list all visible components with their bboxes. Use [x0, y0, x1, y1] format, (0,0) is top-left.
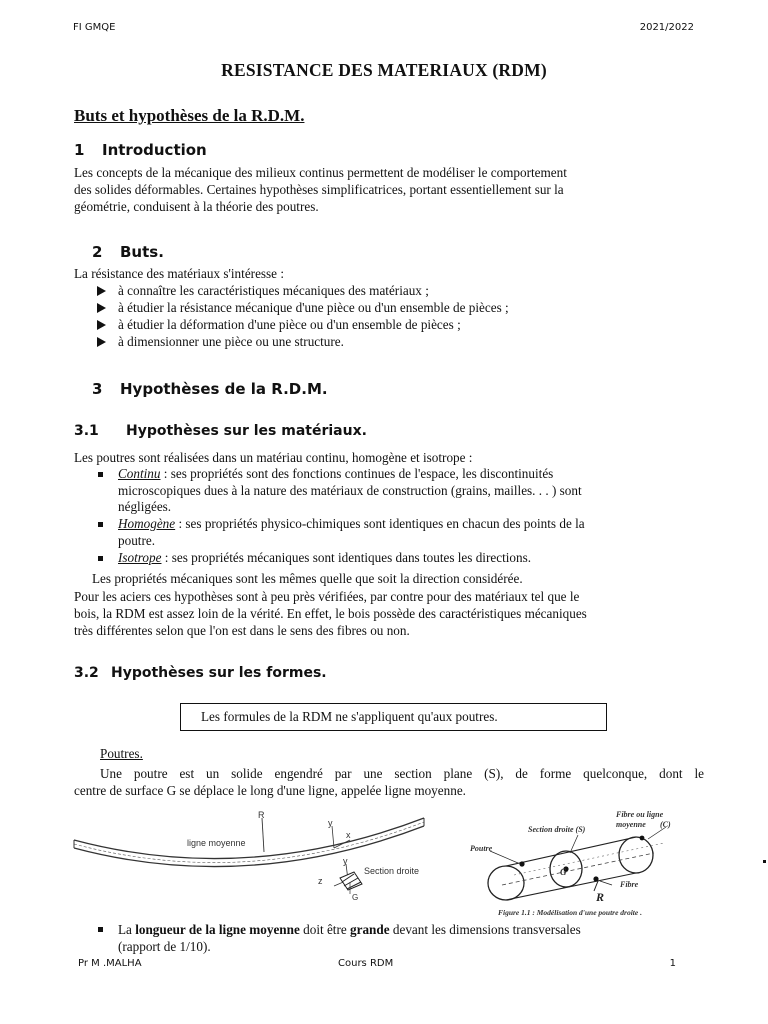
beam-figure-left [72, 808, 432, 918]
label-z: z [318, 876, 323, 886]
poutres-definition [74, 765, 704, 799]
footer-left: Pr M .MALHA [78, 958, 142, 969]
label-section-droite: Section droite [364, 866, 420, 876]
list-item-homogene: Homogène : ses propriétés physico-chimiques sont identiques en chacun des points de la poutre. [94, 516, 684, 549]
rdm-formula-text: Les formules de la RDM ne s'appliquent qu'aux poutres. [201, 709, 498, 724]
section-3-1-after: Les propriétés mécaniques sont les mêmes quelle que soit la direction considérée. [92, 571, 523, 586]
section-3-1-heading [74, 423, 367, 439]
text-line: très différentes selon que l'on est dans le sens des fibres ou non. [74, 623, 410, 638]
rdm-formula-box [180, 703, 607, 731]
label-moyenne: moyenne [616, 820, 646, 829]
term-continu: Continu [118, 466, 161, 481]
section-3-2-number: 3.2 [74, 665, 99, 681]
label-poutre: Poutre [470, 844, 493, 853]
section-3-1-intro: Les poutres sont réalisées dans un matériau continu, homogène et isotrope : [74, 450, 473, 465]
label-y-top: y [328, 818, 333, 828]
label-c: (C) [660, 820, 671, 829]
label-g-right: G [560, 867, 567, 877]
section-1-title: Introduction [102, 141, 207, 159]
term-homogene: Homogène [118, 516, 176, 531]
page-title: RESISTANCE DES MATERIAUX (RDM) [221, 60, 547, 80]
section-hatch [340, 872, 362, 890]
footer-page-number: 1 [669, 958, 676, 969]
section-2-title: Buts. [120, 243, 164, 261]
label-section-s: Section droite (S) [528, 825, 586, 834]
list-item: à étudier la déformation d'une pièce ou d'un ensemble de pièces ; [92, 316, 692, 333]
text-line: bois, la RDM est assez loin de la vérité. En effet, le bois possède des caractéristiques mécaniques [74, 606, 587, 621]
stray-dot [763, 860, 766, 863]
section-3-2-title: Hypothèses sur les formes. [111, 665, 327, 681]
section-2-intro: La résistance des matériaux s'intéresse : [74, 266, 284, 281]
section-1-text [74, 164, 694, 215]
section-3-1-paragraph [74, 588, 694, 639]
label-fibre: Fibre [620, 880, 639, 889]
beam-figure-right [466, 805, 716, 920]
text-line: centre de surface G se déplace le long d'une ligne, appelée ligne moyenne. [74, 783, 466, 798]
section-1-number: 1 [74, 141, 85, 159]
section-2-heading [92, 243, 164, 261]
section-1-heading [74, 141, 207, 159]
list-item: à connaître les caractéristiques mécaniques des matériaux ; [92, 282, 692, 299]
list-item-isotrope: Isotrope : ses propriétés mécaniques sont identiques dans toutes les directions. [94, 550, 684, 567]
bold-grande: grande [350, 922, 390, 937]
section-3-title: Hypothèses de la R.D.M. [120, 380, 328, 398]
section-3-1-number: 3.1 [74, 423, 99, 439]
text-line: Une poutre est un solide engendré par une section plane (S), de forme quelconque, dont le [100, 766, 704, 781]
header-left: FI GMQE [73, 22, 116, 33]
label-r: R [258, 810, 265, 820]
text-line: des solides déformables. Certaines hypothèses simplificatrices, portant essentiellement sur la [74, 182, 564, 197]
section-2-list [92, 282, 692, 350]
header-right: 2021/2022 [639, 22, 694, 33]
text-line: géométrie, conduisent à la théorie des poutres. [74, 199, 319, 214]
label-fibre-ligne: Fibre ou ligne [616, 810, 664, 819]
section-2-number: 2 [92, 243, 103, 261]
term-isotrope: Isotrope [118, 549, 162, 565]
label-y-bottom: y [343, 856, 348, 866]
label-x: x [346, 830, 351, 840]
list-item: à étudier la résistance mécanique d'une pièce ou d'un ensemble de pièces ; [92, 299, 692, 316]
poutres-label: Poutres. [100, 746, 143, 761]
figure-caption: Figure 1.1 : Modélisation d'une poutre droite . [498, 908, 642, 917]
section-3-number: 3 [92, 380, 103, 398]
label-ligne-moyenne: ligne moyenne [187, 838, 246, 848]
label-r-right: R [596, 890, 605, 904]
section-3-heading [92, 380, 328, 398]
footer-center: Cours RDM [338, 958, 394, 969]
section-3-2-list [94, 921, 694, 956]
page-subtitle: Buts et hypothèses de la R.D.M. [74, 106, 305, 125]
section-3-1-title: Hypothèses sur les matériaux. [126, 423, 367, 439]
label-g: G [352, 893, 359, 902]
list-item-longueur: La longueur de la ligne moyenne doit être grande devant les dimensions transversales (rapport de 1/10). [94, 921, 694, 955]
text-line: Les concepts de la mécanique des milieux continus permettent de modéliser le comportement [74, 165, 567, 180]
section-3-2-heading [74, 665, 327, 681]
section-3-1-list [94, 466, 684, 567]
list-item-continu: Continu : ses propriétés sont des fonctions continues de l'espace, les discontinuités microscopiques dues à la nature des matériaux de construction (grains, mailles. . . ) sont négligées. [94, 466, 684, 516]
text-line: Pour les aciers ces hypothèses sont à peu près vérifiées, par contre pour des matériaux tel que le [74, 589, 580, 604]
bold-longueur: longueur de la ligne moyenne [135, 922, 300, 937]
list-item: à dimensionner une pièce ou une structure. [92, 333, 692, 350]
